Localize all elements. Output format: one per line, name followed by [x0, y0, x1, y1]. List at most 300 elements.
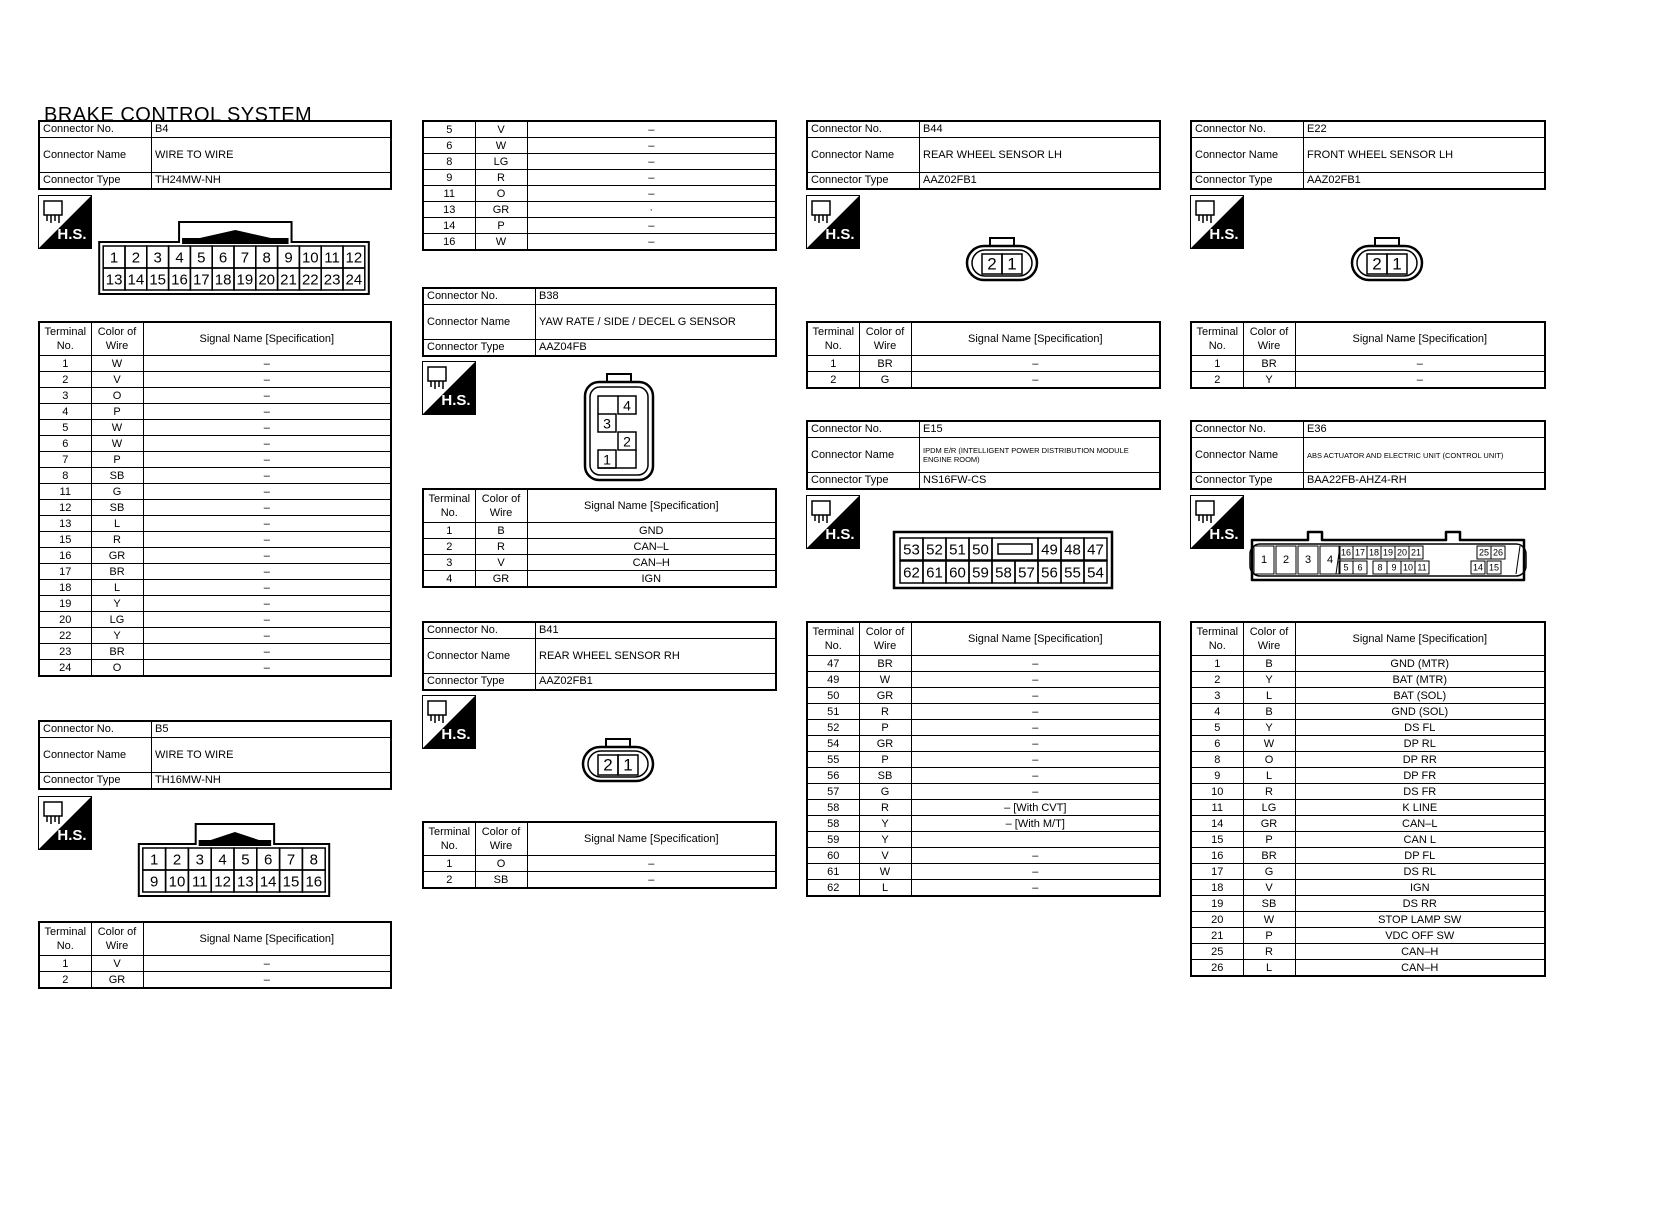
signal-name: – [911, 752, 1160, 768]
table-row [423, 539, 776, 555]
pin-number: 9 [284, 249, 293, 267]
terminal-no: 60 [807, 848, 859, 864]
wire-color: GR [475, 202, 527, 218]
terminal-no: 2 [807, 372, 859, 389]
terminal-no: 19 [39, 596, 91, 612]
terminal-no: 15 [39, 532, 91, 548]
connector-name-label: Connector Name [807, 138, 920, 173]
table-row [423, 234, 776, 251]
signal-name: – [527, 218, 776, 234]
signal-name-header: Signal Name [Specification] [1295, 322, 1545, 356]
wire-color: SB [91, 468, 143, 484]
table-row [1191, 944, 1545, 960]
signal-name: GND (MTR) [1295, 656, 1545, 672]
terminal-no: 5 [39, 420, 91, 436]
terminal-no: 23 [39, 644, 91, 660]
pin-number: 11 [1417, 562, 1427, 573]
signal-name: GND [527, 523, 776, 539]
connector-name-value: REAR WHEEL SENSOR LH [920, 138, 1161, 173]
terminal-no: 20 [39, 612, 91, 628]
table-row [807, 356, 1160, 372]
table-row [1191, 960, 1545, 977]
signal-name: – [143, 628, 391, 644]
table-row [1191, 752, 1545, 768]
wire-color: SB [91, 500, 143, 516]
signal-name [911, 832, 1160, 848]
signal-name: CAN L [1295, 832, 1545, 848]
wire-color: R [1243, 784, 1295, 800]
wire-color: Y [1243, 372, 1295, 389]
connector-type-value: AAZ02FB1 [1304, 173, 1546, 190]
signal-name-header: Signal Name [Specification] [143, 322, 391, 356]
connector-e15-header [806, 420, 1161, 490]
terminal-no: 3 [1191, 688, 1243, 704]
table-row [39, 484, 391, 500]
terminal-no: 1 [423, 523, 475, 539]
signal-name: – [143, 612, 391, 628]
pin-number: 20 [1396, 547, 1408, 558]
wire-color: V [859, 848, 911, 864]
signal-name: – [911, 736, 1160, 752]
wire-color: V [475, 121, 527, 138]
pin-number: 50 [972, 541, 989, 559]
connector-name-label: Connector Name [1191, 438, 1304, 473]
pin-number: 5 [197, 249, 206, 267]
harness-side-icon [806, 195, 860, 249]
connector-name-label: Connector Name [423, 639, 536, 674]
connector-no-label: Connector No. [423, 622, 536, 639]
wire-color: W [475, 138, 527, 154]
pin-number: 2 [1282, 554, 1290, 566]
terminal-no: 17 [1191, 864, 1243, 880]
wire-color-header: Color of Wire [859, 622, 911, 656]
wire-color: Y [1243, 720, 1295, 736]
terminal-no: 14 [423, 218, 475, 234]
connector-type-value: NS16FW-CS [920, 473, 1161, 490]
terminal-no: 58 [807, 800, 859, 816]
table-row [39, 596, 391, 612]
pin-number: 15 [149, 271, 167, 289]
connector-name-value: ABS ACTUATOR AND ELECTRIC UNIT (CONTROL UNIT) [1304, 438, 1546, 473]
connector-no-value: B4 [152, 121, 392, 138]
signal-name: DP RR [1295, 752, 1545, 768]
table-row [807, 752, 1160, 768]
pin-number: 12 [214, 873, 231, 891]
pin-number: 9 [1391, 562, 1397, 573]
signal-name: – [911, 672, 1160, 688]
wire-color: R [475, 170, 527, 186]
wire-color: P [91, 452, 143, 468]
table-row [39, 404, 391, 420]
wire-color-header: Color of Wire [859, 322, 911, 356]
table-row [807, 800, 1160, 816]
connector-no-value: B44 [920, 121, 1161, 138]
connector-e15-face [892, 530, 1114, 590]
signal-name: – [With M/T] [911, 816, 1160, 832]
table-row [423, 523, 776, 539]
harness-side-icon [38, 195, 92, 249]
pin-number: 58 [995, 564, 1012, 582]
table-row [39, 972, 391, 989]
table-row [423, 186, 776, 202]
pin-number: 14 [1472, 562, 1484, 573]
signal-name: GND (SOL) [1295, 704, 1545, 720]
pin-number: 7 [240, 249, 250, 267]
terminal-no-header: Terminal No. [807, 322, 859, 356]
terminal-no: 9 [1191, 768, 1243, 784]
signal-name: DP FR [1295, 768, 1545, 784]
connector-b41-face [581, 737, 655, 785]
terminal-no: 11 [1191, 800, 1243, 816]
terminal-no: 59 [807, 832, 859, 848]
table-row [39, 660, 391, 677]
terminal-no: 2 [423, 872, 475, 889]
connector-no-label: Connector No. [39, 721, 152, 738]
connector-b41-terminal-table [422, 821, 777, 889]
connector-no-label: Connector No. [423, 288, 536, 305]
connector-b38-header [422, 287, 777, 357]
terminal-no: 19 [1191, 896, 1243, 912]
table-row [1191, 372, 1545, 389]
wire-color: Y [859, 816, 911, 832]
pin-number: 48 [1064, 541, 1081, 559]
pin-number: 18 [1368, 547, 1380, 558]
table-row [807, 704, 1160, 720]
signal-name: – [143, 484, 391, 500]
signal-name: DS RR [1295, 896, 1545, 912]
wire-color: Y [91, 596, 143, 612]
wire-color: L [91, 580, 143, 596]
connector-type-label: Connector Type [807, 173, 920, 190]
pin-number: 13 [237, 873, 254, 891]
connector-b41-header [422, 621, 777, 691]
pin-number: 21 [280, 271, 297, 289]
wire-color: W [1243, 736, 1295, 752]
terminal-no: 4 [39, 404, 91, 420]
table-row [1191, 672, 1545, 688]
signal-name: – [143, 580, 391, 596]
terminal-no: 20 [1191, 912, 1243, 928]
connector-e36-face [1246, 530, 1530, 584]
wire-color: Y [859, 832, 911, 848]
pin-number: 26 [1492, 547, 1504, 558]
connector-name-value: IPDM E/R (INTELLIGENT POWER DISTRIBUTION MODULE ENGINE ROOM) [920, 438, 1161, 473]
terminal-no: 11 [39, 484, 91, 500]
pin-number: 21 [1410, 547, 1422, 558]
connector-b38-face [582, 372, 656, 484]
pin-number: 14 [259, 873, 277, 891]
table-row [807, 816, 1160, 832]
pin-number: 2 [623, 433, 631, 450]
table-row [39, 372, 391, 388]
table-row [807, 720, 1160, 736]
connector-no-value: B5 [152, 721, 392, 738]
connector-name-label: Connector Name [423, 305, 536, 340]
pin-number: 11 [192, 873, 208, 891]
harness-side-icon [38, 796, 92, 850]
pin-number: 10 [168, 873, 186, 891]
terminal-no: 16 [423, 234, 475, 251]
table-row [807, 848, 1160, 864]
signal-name: – [143, 468, 391, 484]
table-row [1191, 928, 1545, 944]
wire-color: SB [859, 768, 911, 784]
signal-name: – [911, 656, 1160, 672]
terminal-no: 26 [1191, 960, 1243, 977]
connector-no-label: Connector No. [1191, 121, 1304, 138]
table-row [39, 628, 391, 644]
terminal-no-header: Terminal No. [423, 489, 475, 523]
wire-color-header: Color of Wire [1243, 322, 1295, 356]
signal-name: – [527, 170, 776, 186]
pin-number: 1 [603, 451, 611, 468]
signal-name: CAN–H [1295, 960, 1545, 977]
connector-name-value: WIRE TO WIRE [152, 138, 392, 173]
wire-color: V [91, 956, 143, 972]
pin-number: 6 [1357, 562, 1363, 573]
terminal-no: 12 [39, 500, 91, 516]
connector-b44-terminal-table [806, 321, 1161, 389]
terminal-no: 5 [423, 121, 475, 138]
pin-number: 2 [172, 851, 182, 869]
pin-number: 19 [236, 271, 254, 289]
wire-color: L [1243, 768, 1295, 784]
pin-number: 15 [1488, 562, 1500, 573]
wire-color: GR [91, 972, 143, 989]
pin-number: 9 [150, 873, 159, 891]
wire-color: B [1243, 656, 1295, 672]
table-row [807, 784, 1160, 800]
pin-number: 18 [214, 271, 232, 289]
terminal-no-header: Terminal No. [1191, 322, 1243, 356]
table-row [423, 571, 776, 588]
signal-name-header: Signal Name [Specification] [1295, 622, 1545, 656]
connector-type-label: Connector Type [39, 173, 152, 190]
connector-b4-face [98, 220, 370, 296]
pin-number: 2 [987, 254, 997, 274]
signal-name: – [143, 972, 391, 989]
connector-e22-terminal-table [1190, 321, 1546, 389]
terminal-no: 4 [423, 571, 475, 588]
pin-number: 52 [926, 541, 943, 559]
table-row [1191, 704, 1545, 720]
terminal-no-header: Terminal No. [807, 622, 859, 656]
wire-color: P [475, 218, 527, 234]
pin-number: 16 [305, 873, 323, 891]
wire-color-header: Color of Wire [475, 489, 527, 523]
table-row [1191, 768, 1545, 784]
table-row [39, 548, 391, 564]
pin-number: 6 [264, 851, 273, 869]
pin-number: 13 [105, 271, 123, 289]
signal-name: – [143, 564, 391, 580]
pin-number: 8 [1377, 562, 1383, 573]
terminal-no: 6 [423, 138, 475, 154]
connector-b5-header [38, 720, 392, 790]
wire-color: P [1243, 928, 1295, 944]
connector-type-value: AAZ02FB1 [920, 173, 1161, 190]
table-row [1191, 720, 1545, 736]
signal-name: – [1295, 356, 1545, 372]
signal-name: – [143, 372, 391, 388]
table-row [1191, 816, 1545, 832]
wire-color: P [859, 752, 911, 768]
wire-color: B [475, 523, 527, 539]
wire-color: G [1243, 864, 1295, 880]
wire-color: BR [1243, 848, 1295, 864]
pin-number: 25 [1478, 547, 1490, 558]
connector-no-value: B41 [536, 622, 777, 639]
pin-number: 61 [926, 564, 943, 582]
table-row [39, 956, 391, 972]
wire-color-header: Color of Wire [91, 322, 143, 356]
terminal-no: 9 [423, 170, 475, 186]
pin-number: 4 [623, 397, 631, 414]
pin-number: 3 [195, 851, 204, 869]
terminal-no: 1 [423, 856, 475, 872]
signal-name: CAN–H [527, 555, 776, 571]
hs-label: H.S. [57, 827, 87, 844]
connector-type-value: AAZ04FB [536, 340, 777, 357]
table-row [1191, 800, 1545, 816]
terminal-no: 22 [39, 628, 91, 644]
terminal-no: 49 [807, 672, 859, 688]
signal-name: – [527, 138, 776, 154]
signal-name-header: Signal Name [Specification] [911, 622, 1160, 656]
terminal-no: 47 [807, 656, 859, 672]
pin-number: 57 [1018, 564, 1035, 582]
wire-color: R [859, 800, 911, 816]
wire-color: P [1243, 832, 1295, 848]
pin-number: 3 [1304, 554, 1312, 566]
terminal-no: 1 [1191, 656, 1243, 672]
connector-b44-header [806, 120, 1161, 190]
pin-number: 1 [109, 249, 119, 267]
wire-color: GR [859, 736, 911, 752]
signal-name: – [143, 452, 391, 468]
hs-label: H.S. [825, 226, 855, 243]
pin-number: 1 [623, 755, 633, 775]
signal-name: – [911, 768, 1160, 784]
table-row [423, 856, 776, 872]
pin-number: 3 [153, 249, 162, 267]
signal-name-header: Signal Name [Specification] [527, 822, 776, 856]
table-row [807, 736, 1160, 752]
table-row [807, 832, 1160, 848]
hs-label: H.S. [57, 226, 87, 243]
terminal-no: 62 [807, 880, 859, 897]
terminal-no: 55 [807, 752, 859, 768]
wire-color: W [859, 672, 911, 688]
wire-color: O [91, 388, 143, 404]
hs-label: H.S. [825, 526, 855, 543]
signal-name: – [143, 956, 391, 972]
signal-name: – [527, 154, 776, 170]
signal-name: – [911, 688, 1160, 704]
wire-color: V [1243, 880, 1295, 896]
signal-name: – [911, 356, 1160, 372]
table-row [1191, 848, 1545, 864]
pin-number: 5 [241, 851, 250, 869]
table-row [807, 372, 1160, 389]
signal-name: DS FL [1295, 720, 1545, 736]
signal-name: – [143, 532, 391, 548]
signal-name: – [911, 864, 1160, 880]
wire-color: W [91, 420, 143, 436]
table-row [39, 356, 391, 372]
terminal-no: 6 [39, 436, 91, 452]
wire-color: Y [91, 628, 143, 644]
wire-color: O [475, 186, 527, 202]
pin-number: 20 [258, 271, 276, 289]
terminal-no: 1 [39, 356, 91, 372]
wire-color: BR [859, 656, 911, 672]
signal-name: DS FR [1295, 784, 1545, 800]
pin-number: 24 [345, 271, 363, 289]
signal-name: – [527, 856, 776, 872]
pin-number: 49 [1041, 541, 1058, 559]
terminal-no: 61 [807, 864, 859, 880]
pin-number: 7 [286, 851, 296, 869]
connector-no-value: E36 [1304, 421, 1546, 438]
table-row [39, 580, 391, 596]
wire-color: V [91, 372, 143, 388]
connector-e22-header [1190, 120, 1546, 190]
pin-number: 19 [1382, 547, 1394, 558]
table-row [39, 468, 391, 484]
wire-color: GR [1243, 816, 1295, 832]
terminal-no: 13 [39, 516, 91, 532]
connector-no-value: E22 [1304, 121, 1546, 138]
connector-name-value: YAW RATE / SIDE / DECEL G SENSOR [536, 305, 777, 340]
connector-name-value: WIRE TO WIRE [152, 738, 392, 773]
pin-number: 17 [192, 271, 210, 289]
wire-color: P [859, 720, 911, 736]
pin-number: 6 [218, 249, 228, 267]
terminal-no: 16 [1191, 848, 1243, 864]
terminal-no: 50 [807, 688, 859, 704]
terminal-no: 7 [39, 452, 91, 468]
pin-number: 1 [1007, 254, 1017, 274]
signal-name: – [143, 420, 391, 436]
connector-type-label: Connector Type [1191, 173, 1304, 190]
connector-type-label: Connector Type [423, 340, 536, 357]
connector-b5-continued-table [422, 120, 777, 251]
wire-color: L [91, 516, 143, 532]
table-row [423, 872, 776, 889]
connector-e15-terminal-table [806, 621, 1161, 897]
table-row [1191, 896, 1545, 912]
connector-b5-face [135, 822, 333, 900]
wire-color: O [475, 856, 527, 872]
terminal-no: 18 [1191, 880, 1243, 896]
pin-number: 2 [1372, 254, 1382, 274]
harness-side-icon [1190, 195, 1244, 249]
wire-color: LG [91, 612, 143, 628]
connector-b38-terminal-table [422, 488, 777, 588]
table-row [1191, 784, 1545, 800]
connector-e22-face [1350, 236, 1424, 284]
pin-number: 62 [903, 564, 920, 582]
signal-name: – [With CVT] [911, 800, 1160, 816]
pin-number: 53 [903, 541, 920, 559]
wire-color: W [1243, 912, 1295, 928]
pin-number: 2 [603, 755, 613, 775]
terminal-no: 2 [1191, 672, 1243, 688]
terminal-no: 52 [807, 720, 859, 736]
table-row [39, 532, 391, 548]
terminal-no: 8 [39, 468, 91, 484]
